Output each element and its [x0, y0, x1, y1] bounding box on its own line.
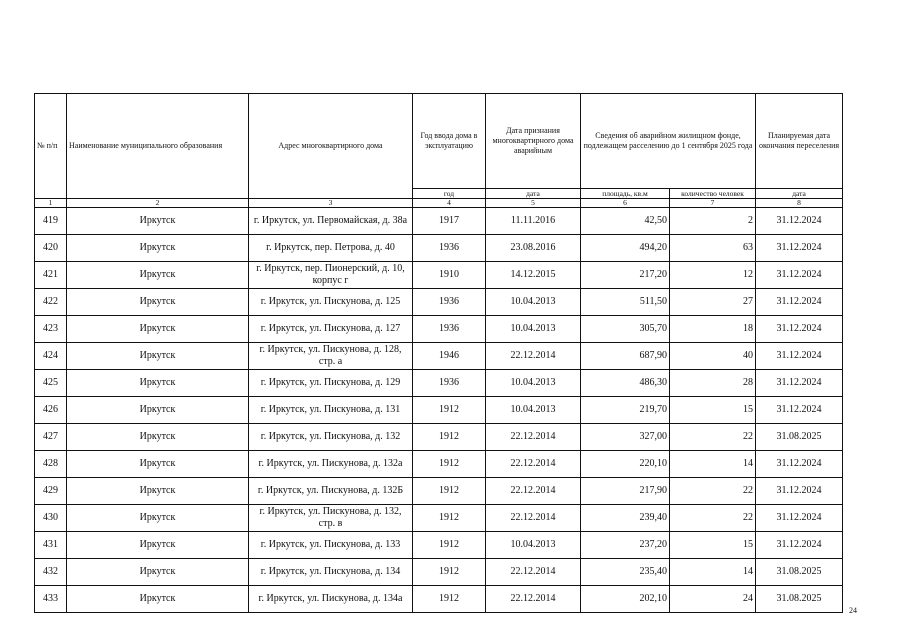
cell-address: г. Иркутск, ул. Пискунова, д. 125 — [249, 289, 413, 316]
cell-recognition-date: 22.12.2014 — [486, 505, 581, 532]
cell-planned-date: 31.12.2024 — [756, 289, 843, 316]
subheader-date: дата — [486, 189, 581, 199]
column-number: 2 — [67, 199, 249, 208]
cell-number: 426 — [35, 397, 67, 424]
cell-municipality: Иркутск — [67, 532, 249, 559]
column-number: 8 — [756, 199, 843, 208]
cell-number: 431 — [35, 532, 67, 559]
cell-area: 202,10 — [581, 586, 670, 613]
cell-year: 1936 — [413, 289, 486, 316]
cell-area: 494,20 — [581, 235, 670, 262]
cell-municipality: Иркутск — [67, 451, 249, 478]
cell-planned-date: 31.12.2024 — [756, 532, 843, 559]
cell-municipality: Иркутск — [67, 586, 249, 613]
table-row — [35, 235, 843, 262]
cell-planned-date: 31.12.2024 — [756, 451, 843, 478]
cell-area: 305,70 — [581, 316, 670, 343]
cell-year: 1912 — [413, 478, 486, 505]
cell-municipality: Иркутск — [67, 343, 249, 370]
cell-municipality: Иркутск — [67, 370, 249, 397]
subheader-year: год — [413, 189, 486, 199]
column-number: 4 — [413, 199, 486, 208]
cell-area: 235,40 — [581, 559, 670, 586]
emergency-housing-table — [34, 93, 843, 613]
cell-planned-date: 31.08.2025 — [756, 586, 843, 613]
table-row — [35, 397, 843, 424]
cell-area: 486,30 — [581, 370, 670, 397]
cell-municipality: Иркутск — [67, 208, 249, 235]
cell-area: 42,50 — [581, 208, 670, 235]
cell-people: 18 — [670, 316, 756, 343]
table-row — [35, 316, 843, 343]
column-number: 3 — [249, 199, 413, 208]
cell-number: 425 — [35, 370, 67, 397]
cell-people: 15 — [670, 532, 756, 559]
table-row — [35, 532, 843, 559]
table-row — [35, 586, 843, 613]
cell-address: г. Иркутск, пер. Пионерский, д. 10, корпус г — [249, 262, 413, 289]
cell-area: 237,20 — [581, 532, 670, 559]
subheader-people: количество человек — [670, 189, 756, 199]
cell-people: 28 — [670, 370, 756, 397]
cell-people: 63 — [670, 235, 756, 262]
cell-address: г. Иркутск, ул. Пискунова, д. 131 — [249, 397, 413, 424]
cell-area: 327,00 — [581, 424, 670, 451]
cell-number: 424 — [35, 343, 67, 370]
cell-address: г. Иркутск, ул. Пискунова, д. 132, стр. в — [249, 505, 413, 532]
table-row — [35, 424, 843, 451]
cell-municipality: Иркутск — [67, 478, 249, 505]
header-municipality: Наименование муниципального образования — [67, 94, 249, 199]
cell-people: 14 — [670, 451, 756, 478]
cell-recognition-date: 22.12.2014 — [486, 586, 581, 613]
cell-recognition-date: 22.12.2014 — [486, 451, 581, 478]
cell-area: 217,90 — [581, 478, 670, 505]
subheader-planned: дата — [756, 189, 843, 199]
header-address: Адрес многоквартирного дома — [249, 94, 413, 199]
cell-address: г. Иркутск, ул. Пискунова, д. 127 — [249, 316, 413, 343]
cell-people: 24 — [670, 586, 756, 613]
cell-people: 2 — [670, 208, 756, 235]
column-number: 6 — [581, 199, 670, 208]
cell-number: 420 — [35, 235, 67, 262]
cell-people: 12 — [670, 262, 756, 289]
page-number: 24 — [849, 606, 857, 615]
cell-municipality: Иркутск — [67, 424, 249, 451]
cell-planned-date: 31.12.2024 — [756, 316, 843, 343]
cell-municipality: Иркутск — [67, 316, 249, 343]
cell-year: 1912 — [413, 397, 486, 424]
cell-people: 27 — [670, 289, 756, 316]
cell-recognition-date: 22.12.2014 — [486, 343, 581, 370]
cell-recognition-date: 23.08.2016 — [486, 235, 581, 262]
cell-year: 1912 — [413, 451, 486, 478]
cell-recognition-date: 10.04.2013 — [486, 397, 581, 424]
table-row — [35, 370, 843, 397]
cell-year: 1917 — [413, 208, 486, 235]
cell-area: 239,40 — [581, 505, 670, 532]
cell-recognition-date: 22.12.2014 — [486, 424, 581, 451]
header-year: Год ввода дома в эксплуатацию — [413, 94, 486, 189]
cell-people: 22 — [670, 424, 756, 451]
cell-area: 217,20 — [581, 262, 670, 289]
cell-number: 433 — [35, 586, 67, 613]
cell-number: 423 — [35, 316, 67, 343]
column-number: 1 — [35, 199, 67, 208]
cell-address: г. Иркутск, ул. Пискунова, д. 134а — [249, 586, 413, 613]
table-row — [35, 451, 843, 478]
cell-planned-date: 31.12.2024 — [756, 208, 843, 235]
header-planned-date: Планируемая дата окончания переселения — [756, 94, 843, 189]
cell-municipality: Иркутск — [67, 235, 249, 262]
cell-people: 14 — [670, 559, 756, 586]
table-row — [35, 262, 843, 289]
header-emergency-info: Сведения об аварийном жилищном фонде, подлежащем расселению до 1 сентября 2025 года — [581, 94, 756, 189]
cell-number: 421 — [35, 262, 67, 289]
cell-recognition-date: 22.12.2014 — [486, 478, 581, 505]
cell-year: 1912 — [413, 424, 486, 451]
cell-address: г. Иркутск, ул. Первомайская, д. 38а — [249, 208, 413, 235]
cell-area: 687,90 — [581, 343, 670, 370]
cell-municipality: Иркутск — [67, 505, 249, 532]
cell-recognition-date: 10.04.2013 — [486, 289, 581, 316]
cell-people: 15 — [670, 397, 756, 424]
cell-municipality: Иркутск — [67, 262, 249, 289]
table-row — [35, 343, 843, 370]
cell-recognition-date: 22.12.2014 — [486, 559, 581, 586]
table-row — [35, 559, 843, 586]
cell-recognition-date: 10.04.2013 — [486, 532, 581, 559]
cell-municipality: Иркутск — [67, 559, 249, 586]
cell-recognition-date: 11.11.2016 — [486, 208, 581, 235]
table-row — [35, 208, 843, 235]
column-number: 7 — [670, 199, 756, 208]
cell-municipality: Иркутск — [67, 397, 249, 424]
cell-year: 1912 — [413, 505, 486, 532]
cell-address: г. Иркутск, ул. Пискунова, д. 132 — [249, 424, 413, 451]
cell-year: 1910 — [413, 262, 486, 289]
cell-year: 1912 — [413, 559, 486, 586]
cell-planned-date: 31.12.2024 — [756, 235, 843, 262]
cell-planned-date: 31.12.2024 — [756, 397, 843, 424]
cell-people: 40 — [670, 343, 756, 370]
cell-number: 428 — [35, 451, 67, 478]
header-num: № п/п — [35, 94, 67, 199]
cell-year: 1936 — [413, 316, 486, 343]
cell-address: г. Иркутск, ул. Пискунова, д. 132Б — [249, 478, 413, 505]
cell-planned-date: 31.12.2024 — [756, 343, 843, 370]
cell-recognition-date: 14.12.2015 — [486, 262, 581, 289]
cell-number: 419 — [35, 208, 67, 235]
subheader-area: площадь, кв.м — [581, 189, 670, 199]
cell-planned-date: 31.08.2025 — [756, 559, 843, 586]
cell-address: г. Иркутск, ул. Пискунова, д. 129 — [249, 370, 413, 397]
cell-number: 432 — [35, 559, 67, 586]
cell-planned-date: 31.12.2024 — [756, 505, 843, 532]
cell-planned-date: 31.08.2025 — [756, 424, 843, 451]
table-body — [35, 208, 843, 613]
cell-planned-date: 31.12.2024 — [756, 478, 843, 505]
cell-year: 1912 — [413, 586, 486, 613]
cell-number: 427 — [35, 424, 67, 451]
cell-recognition-date: 10.04.2013 — [486, 370, 581, 397]
cell-planned-date: 31.12.2024 — [756, 370, 843, 397]
cell-municipality: Иркутск — [67, 289, 249, 316]
cell-people: 22 — [670, 505, 756, 532]
cell-number: 422 — [35, 289, 67, 316]
column-number-row — [35, 199, 843, 208]
table-row — [35, 478, 843, 505]
cell-address: г. Иркутск, ул. Пискунова, д. 133 — [249, 532, 413, 559]
cell-number: 429 — [35, 478, 67, 505]
cell-recognition-date: 10.04.2013 — [486, 316, 581, 343]
cell-area: 220,10 — [581, 451, 670, 478]
cell-address: г. Иркутск, ул. Пискунова, д. 132а — [249, 451, 413, 478]
cell-year: 1936 — [413, 370, 486, 397]
cell-number: 430 — [35, 505, 67, 532]
cell-address: г. Иркутск, ул. Пискунова, д. 134 — [249, 559, 413, 586]
cell-planned-date: 31.12.2024 — [756, 262, 843, 289]
cell-year: 1936 — [413, 235, 486, 262]
cell-address: г. Иркутск, ул. Пискунова, д. 128, стр. а — [249, 343, 413, 370]
cell-area: 219,70 — [581, 397, 670, 424]
cell-year: 1946 — [413, 343, 486, 370]
header-recognition-date: Дата признания многоквартирного дома аварийным — [486, 94, 581, 189]
cell-people: 22 — [670, 478, 756, 505]
column-number: 5 — [486, 199, 581, 208]
cell-area: 511,50 — [581, 289, 670, 316]
cell-address: г. Иркутск, пер. Петрова, д. 40 — [249, 235, 413, 262]
cell-year: 1912 — [413, 532, 486, 559]
table-row — [35, 289, 843, 316]
table-row — [35, 505, 843, 532]
